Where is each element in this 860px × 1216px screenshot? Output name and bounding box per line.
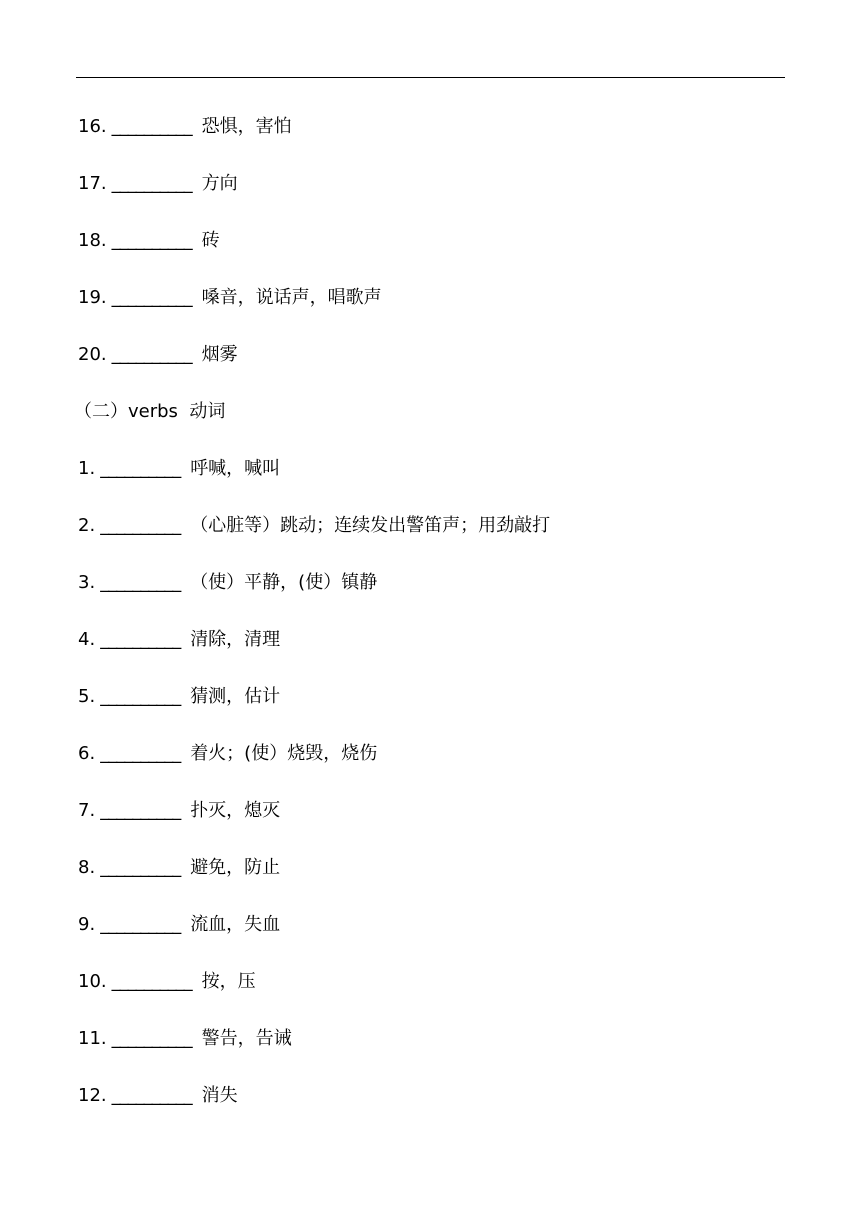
worksheet-content [74, 112, 778, 1138]
item-definition: 扑灭，熄灭 [190, 800, 281, 821]
item-definition: 砖 [201, 230, 220, 251]
answer-blank: __________ [111, 1085, 192, 1106]
list-item [78, 1024, 778, 1081]
item-number: 7. [78, 800, 96, 821]
item-definition: 避免，防止 [190, 857, 281, 878]
item-number: 17. [78, 173, 107, 194]
answer-blank: __________ [100, 743, 181, 764]
list-item [78, 625, 778, 682]
item-definition: 按，压 [201, 971, 256, 992]
item-definition: 恐惧，害怕 [201, 116, 292, 137]
item-definition: 烟雾 [201, 344, 238, 365]
header-rule [76, 77, 785, 78]
answer-blank: __________ [111, 116, 192, 137]
item-definition: 呼喊，喊叫 [190, 458, 281, 479]
section-title: （二）verbs 动词 [74, 401, 226, 422]
item-definition: （心脏等）跳动；连续发出警笛声；用劲敲打 [190, 515, 551, 536]
list-item [78, 739, 778, 796]
list-item [78, 967, 778, 1024]
answer-blank: __________ [100, 458, 181, 479]
list-item [78, 169, 778, 226]
list-item [78, 511, 778, 568]
answer-blank: __________ [100, 800, 181, 821]
item-number: 4. [78, 629, 96, 650]
answer-blank: __________ [111, 971, 192, 992]
list-item [78, 283, 778, 340]
list-item [78, 682, 778, 739]
item-number: 1. [78, 458, 96, 479]
item-number: 10. [78, 971, 107, 992]
item-definition: 着火；(使）烧毁，烧伤 [190, 743, 378, 764]
answer-blank: __________ [111, 287, 192, 308]
item-definition: 嗓音，说话声，唱歌声 [201, 287, 382, 308]
list-item [78, 568, 778, 625]
answer-blank: __________ [100, 515, 181, 536]
answer-blank: __________ [100, 857, 181, 878]
item-number: 8. [78, 857, 96, 878]
answer-blank: __________ [100, 629, 181, 650]
answer-blank: __________ [100, 686, 181, 707]
item-definition: （使）平静，(使）镇静 [190, 572, 378, 593]
list-item [78, 853, 778, 910]
answer-blank: __________ [100, 914, 181, 935]
answer-blank: __________ [111, 1028, 192, 1049]
item-number: 18. [78, 230, 107, 251]
list-item [78, 112, 778, 169]
item-number: 3. [78, 572, 96, 593]
list-item [78, 226, 778, 283]
item-number: 11. [78, 1028, 107, 1049]
item-definition: 流血，失血 [190, 914, 281, 935]
item-number: 19. [78, 287, 107, 308]
answer-blank: __________ [111, 173, 192, 194]
item-number: 12. [78, 1085, 107, 1106]
list-item [78, 454, 778, 511]
item-definition: 清除，清理 [190, 629, 281, 650]
list-item [78, 910, 778, 967]
item-definition: 猜测，估计 [190, 686, 281, 707]
answer-blank: __________ [111, 344, 192, 365]
item-number: 20. [78, 344, 107, 365]
item-definition: 警告，告诫 [201, 1028, 292, 1049]
item-definition: 方向 [201, 173, 238, 194]
item-number: 16. [78, 116, 107, 137]
item-number: 9. [78, 914, 96, 935]
answer-blank: __________ [111, 230, 192, 251]
item-number: 2. [78, 515, 96, 536]
list-item [78, 1081, 778, 1138]
item-number: 5. [78, 686, 96, 707]
item-definition: 消失 [201, 1085, 238, 1106]
list-item [78, 796, 778, 853]
answer-blank: __________ [100, 572, 181, 593]
item-number: 6. [78, 743, 96, 764]
list-item [78, 340, 778, 397]
